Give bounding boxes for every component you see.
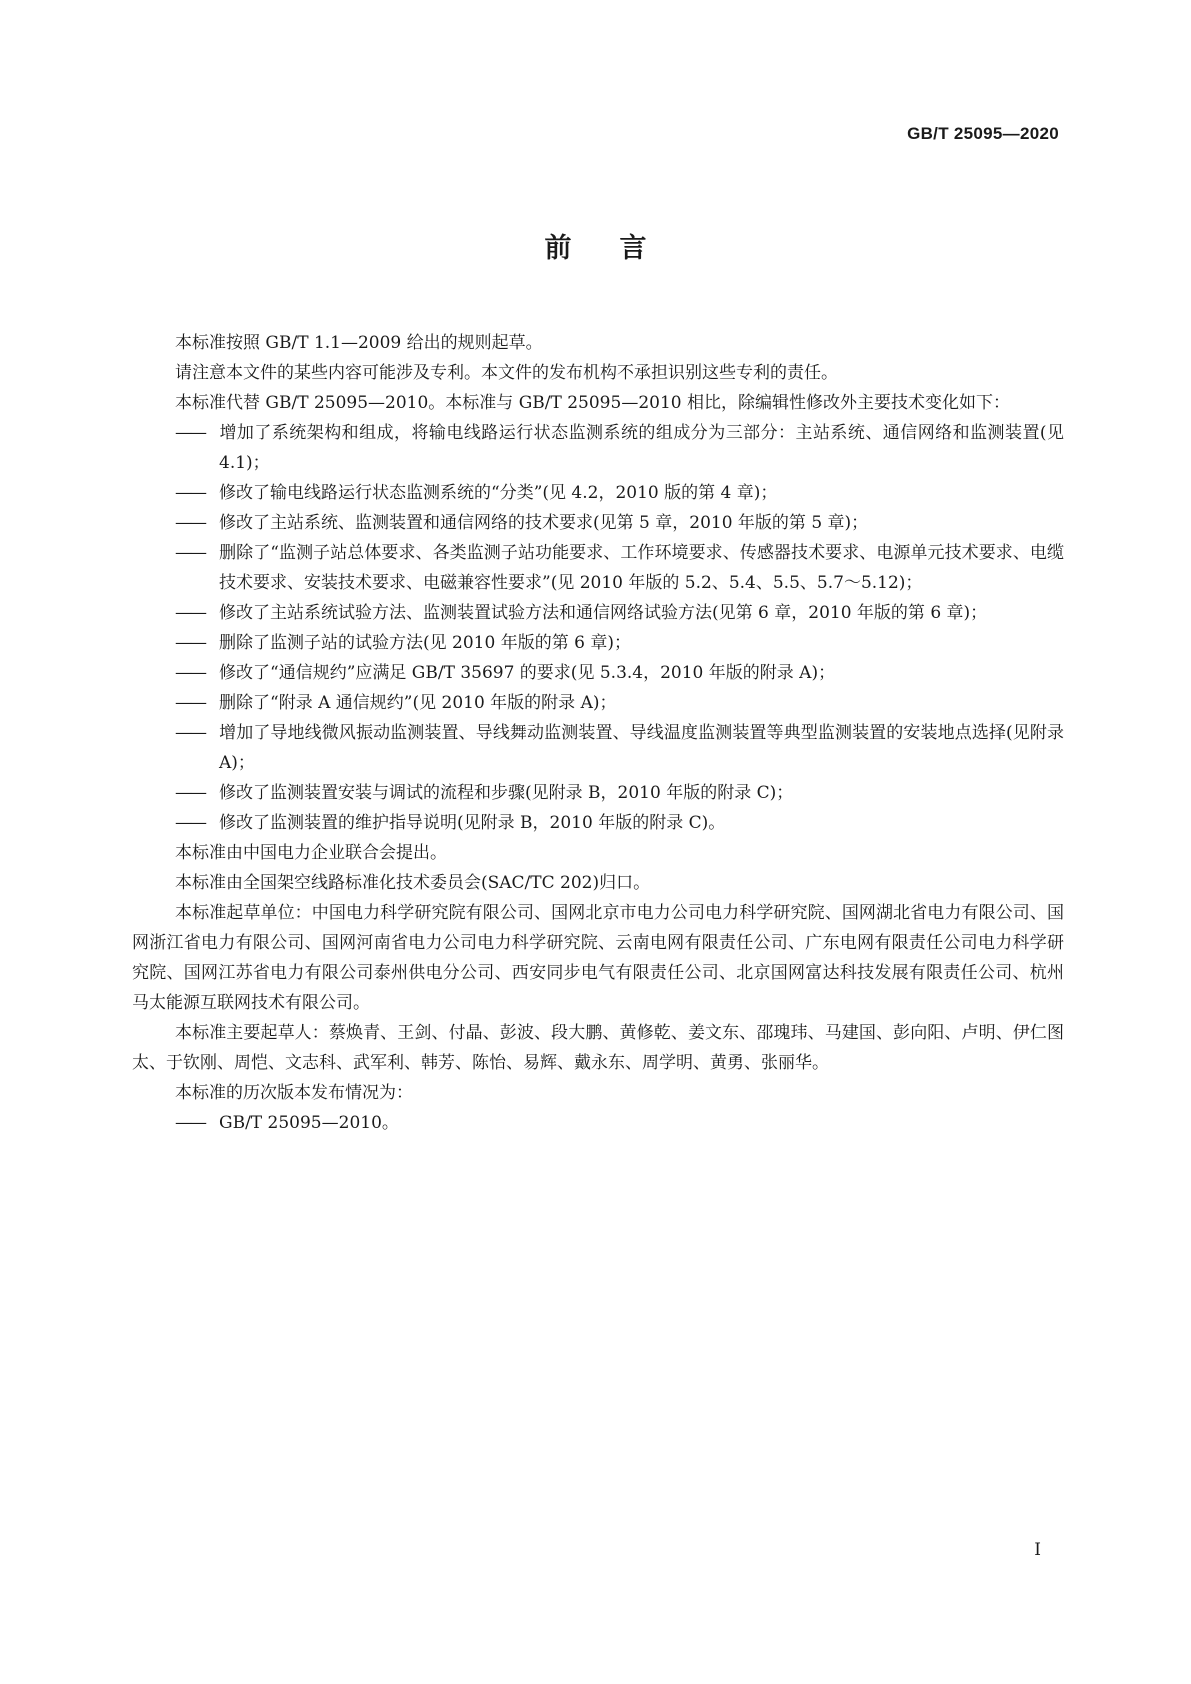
dash-marker: —— [175, 813, 205, 833]
paragraph-proposer: 本标准由中国电力企业联合会提出。 [175, 843, 447, 863]
page-number: I [1034, 1540, 1041, 1560]
list-item-text: 修改了监测装置的维护指导说明(见附录 B，2010 年版的附录 C)。 [219, 813, 726, 833]
list-item-text: 修改了主站系统试验方法、监测装置试验方法和通信网络试验方法(见第 6 章，2010 年版的第 6 章)； [219, 603, 988, 623]
paragraph-centralized-by: 本标准由全国架空线路标准化技术委员会(SAC/TC 202)归口。 [175, 873, 651, 893]
dash-marker: —— [175, 633, 205, 653]
dash-marker: —— [175, 1113, 205, 1133]
dash-marker: —— [175, 693, 205, 713]
history-item [132, 1108, 1064, 1138]
list-item [132, 688, 1064, 718]
list-item [132, 778, 1064, 808]
list-item-text: 修改了监测装置安装与调试的流程和步骤(见附录 B，2010 年版的附录 C)； [219, 783, 794, 803]
list-item [132, 538, 1064, 598]
list-item [132, 508, 1064, 538]
paragraph-patent-notice: 请注意本文件的某些内容可能涉及专利。本文件的发布机构不承担识别这些专利的责任。 [175, 363, 838, 383]
document-body [132, 328, 1064, 1138]
list-item-text: 删除了“附录 A 通信规约”(见 2010 年版的附录 A)； [219, 693, 617, 713]
page-title: 前言 [544, 233, 695, 264]
list-item [132, 718, 1064, 778]
list-item-text: 删除了监测子站的试验方法(见 2010 年版的第 6 章)； [219, 633, 631, 653]
list-item [132, 808, 1064, 838]
paragraph-replacement-notice: 本标准代替 GB/T 25095—2010。本标准与 GB/T 25095—2010 相比，除编辑性修改外主要技术变化如下： [175, 393, 1010, 413]
list-item-text: 修改了主站系统、监测装置和通信网络的技术要求(见第 5 章，2010 年版的第 5 章)； [219, 513, 869, 533]
paragraph-drafting-rules: 本标准按照 GB/T 1.1—2009 给出的规则起草。 [175, 333, 543, 353]
standard-code: GB/T 25095—2020 [907, 124, 1059, 143]
dash-marker: —— [175, 723, 205, 743]
dash-marker: —— [175, 603, 205, 623]
dash-marker: —— [175, 783, 205, 803]
list-item-text: 修改了“通信规约”应满足 GB/T 35697 的要求(见 5.3.4，2010 年版的附录 A)； [219, 663, 836, 683]
list-item-text: 修改了输电线路运行状态监测系统的“分类”(见 4.2，2010 版的第 4 章)； [219, 483, 778, 503]
dash-marker: —— [175, 543, 205, 563]
list-item [132, 598, 1064, 628]
paragraph-drafting-units: 本标准起草单位：中国电力科学研究院有限公司、国网北京市电力公司电力科学研究院、国网湖北省电力有限公司、国网浙江省电力有限公司、国网河南省电力公司电力科学研究院、云南电网有限责任公司、广东电网有限责任公司电力科学研究院、国网江苏省电力有限公司泰州供电分公司、西安同步电气有限责任公司、北京国网富达科技发展有限责任公司、杭州马太能源互联网技术有限公司。 [132, 903, 1064, 1013]
paragraph-version-history: 本标准的历次版本发布情况为： [175, 1083, 413, 1103]
history-item-text: GB/T 25095—2010。 [219, 1113, 399, 1133]
list-item-text: 增加了导地线微风振动监测装置、导线舞动监测装置、导线温度监测装置等典型监测装置的安装地点选择(见附录 A)； [219, 723, 1064, 773]
dash-marker: —— [175, 483, 205, 503]
list-item-text: 增加了系统架构和组成，将输电线路运行状态监测系统的组成分为三部分：主站系统、通信网络和监测装置(见 4.1)； [219, 423, 1064, 473]
list-item-text: 删除了“监测子站总体要求、各类监测子站功能要求、工作环境要求、传感器技术要求、电源单元技术要求、电缆技术要求、安装技术要求、电磁兼容性要求”(见 2010 年版的 5.2、5.4、5.5、5.7～5.12)； [219, 543, 1064, 593]
dash-marker: —— [175, 423, 205, 443]
paragraph-drafters: 本标准主要起草人：蔡焕青、王剑、付晶、彭波、段大鹏、黄修乾、姜文东、邵瑰玮、马建国、彭向阳、卢明、伊仁图太、于钦刚、周恺、文志科、武军利、韩芳、陈怡、易辉、戴永东、周学明、黄勇、张丽华。 [132, 1023, 1064, 1073]
dash-marker: —— [175, 663, 205, 683]
list-item [132, 628, 1064, 658]
list-item [132, 418, 1064, 478]
list-item [132, 658, 1064, 688]
dash-marker: —— [175, 513, 205, 533]
list-item [132, 478, 1064, 508]
